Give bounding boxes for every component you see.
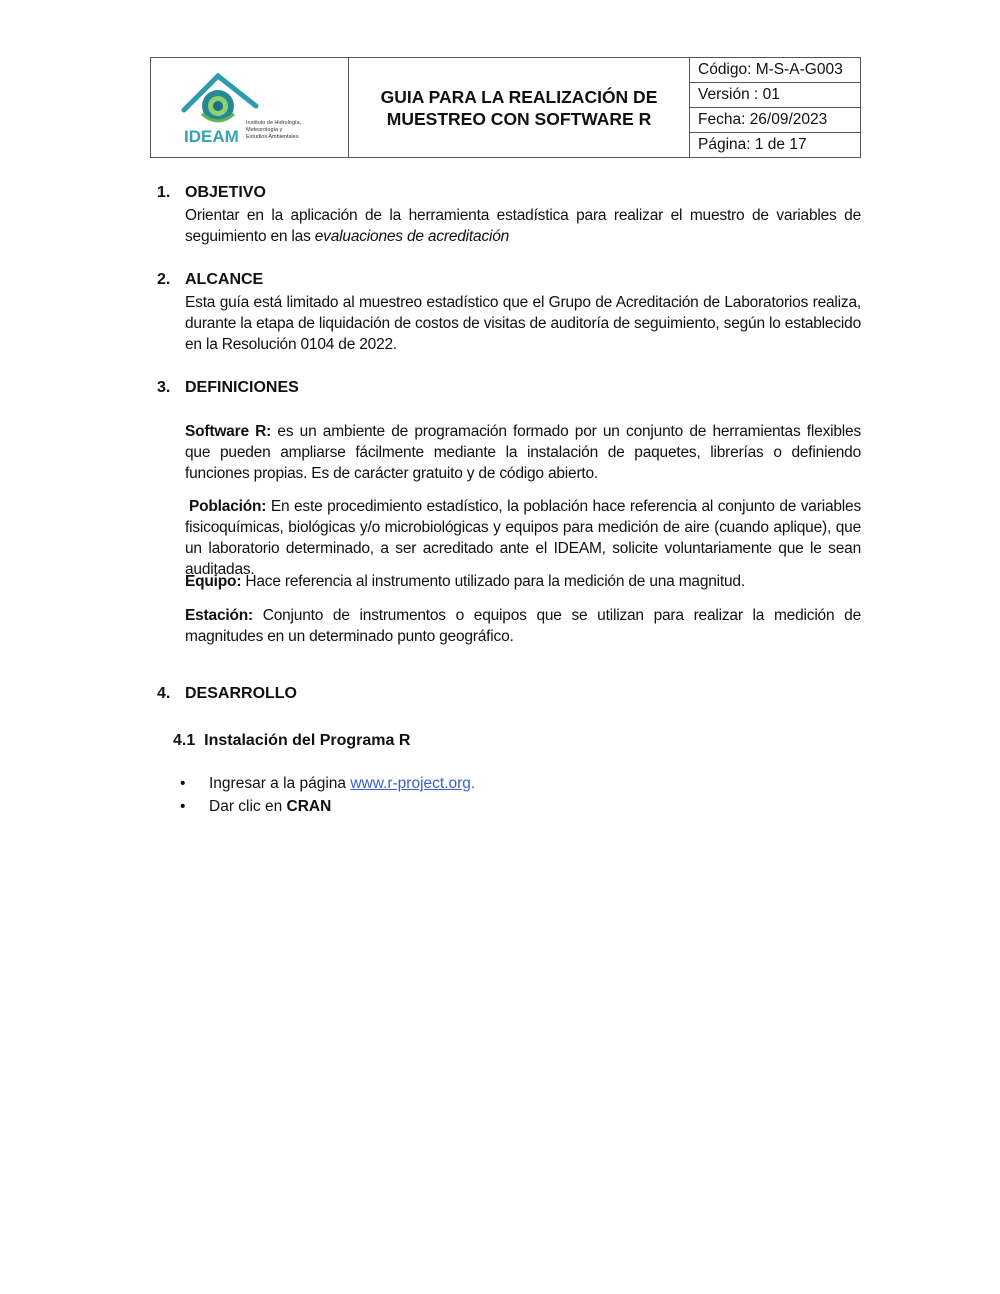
cran-label: CRAN [286, 798, 332, 815]
term-estacion: Estación: [185, 607, 253, 624]
definition-equipo: Equipo: Hace referencia al instrumento utilizado para la medición de una magnitud. [185, 573, 745, 590]
svg-text:Instituto de Hidrología,: Instituto de Hidrología, [246, 120, 302, 126]
definition-software-r: Software R: es un ambiente de programación formado por un conjunto de herramientas flexibles que pueden ampliarse fácilmente mediante la instalación de paquetes, librerías o definiendo funciones propias. Es de carácter gratuito y de código abierto. [185, 423, 861, 482]
logo-cell [151, 58, 349, 158]
pagina-cell: Página: 1 de 17 [690, 133, 861, 158]
alcance-text: Esta guía está limitado al muestreo estadístico que el Grupo de Acreditación de Laboratorios realiza, durante la etapa de liquidación de costos de visitas de auditoría de seguimiento, según lo establecido en la Resolución 0104 de 2022. [185, 294, 861, 353]
fecha-cell: Fecha: 26/09/2023 [690, 108, 861, 133]
term-software-r: Software R: [185, 423, 272, 440]
subsection-instalacion: 4.1 Instalación del Programa R [173, 732, 411, 749]
ideam-logo-icon [176, 68, 326, 146]
title-line-2: MUESTREO CON SOFTWARE R [386, 108, 652, 129]
codigo-cell: Código: M-S-A-G003 [690, 58, 861, 83]
document-title [349, 58, 690, 158]
objetivo-text: Orientar en la aplicación de la herramienta estadística para realizar el muestro de variables de seguimiento en las evaluaciones de acreditación [185, 207, 861, 245]
svg-text:IDEAM: IDEAM [184, 127, 239, 146]
document-header [150, 57, 861, 158]
objetivo-italic: evaluaciones de acreditación [314, 228, 510, 245]
definition-estacion: Estación: Conjunto de instrumentos o equipos que se utilizan para realizar la medición de magnitudes en un determinado punto geográfico. [185, 607, 861, 645]
term-poblacion: Población: [189, 498, 267, 515]
svg-text:Meteorología y: Meteorología y [246, 127, 283, 133]
title-line-1: GUIA PARA LA REALIZACIÓN DE [380, 86, 658, 107]
term-equipo: Equipo: [185, 573, 242, 590]
version-cell: Versión : 01 [690, 83, 861, 108]
bullet-icon: • [180, 798, 186, 815]
r-project-link[interactable]: www.r-project.org [350, 775, 471, 792]
definition-poblacion: Población: En este procedimiento estadístico, la población hace referencia al conjunto de variables fisicoquímicas, biológicas y/o microbiológicas y equipos para medición de aire (cuando aplique), que un laboratorio determinado, a ser acreditado ante el IDEAM, solicite voluntariamente que le sean auditadas. [185, 498, 861, 578]
bullet-icon: • [180, 775, 186, 792]
svg-text:Estudios Ambientales: Estudios Ambientales [246, 134, 299, 140]
